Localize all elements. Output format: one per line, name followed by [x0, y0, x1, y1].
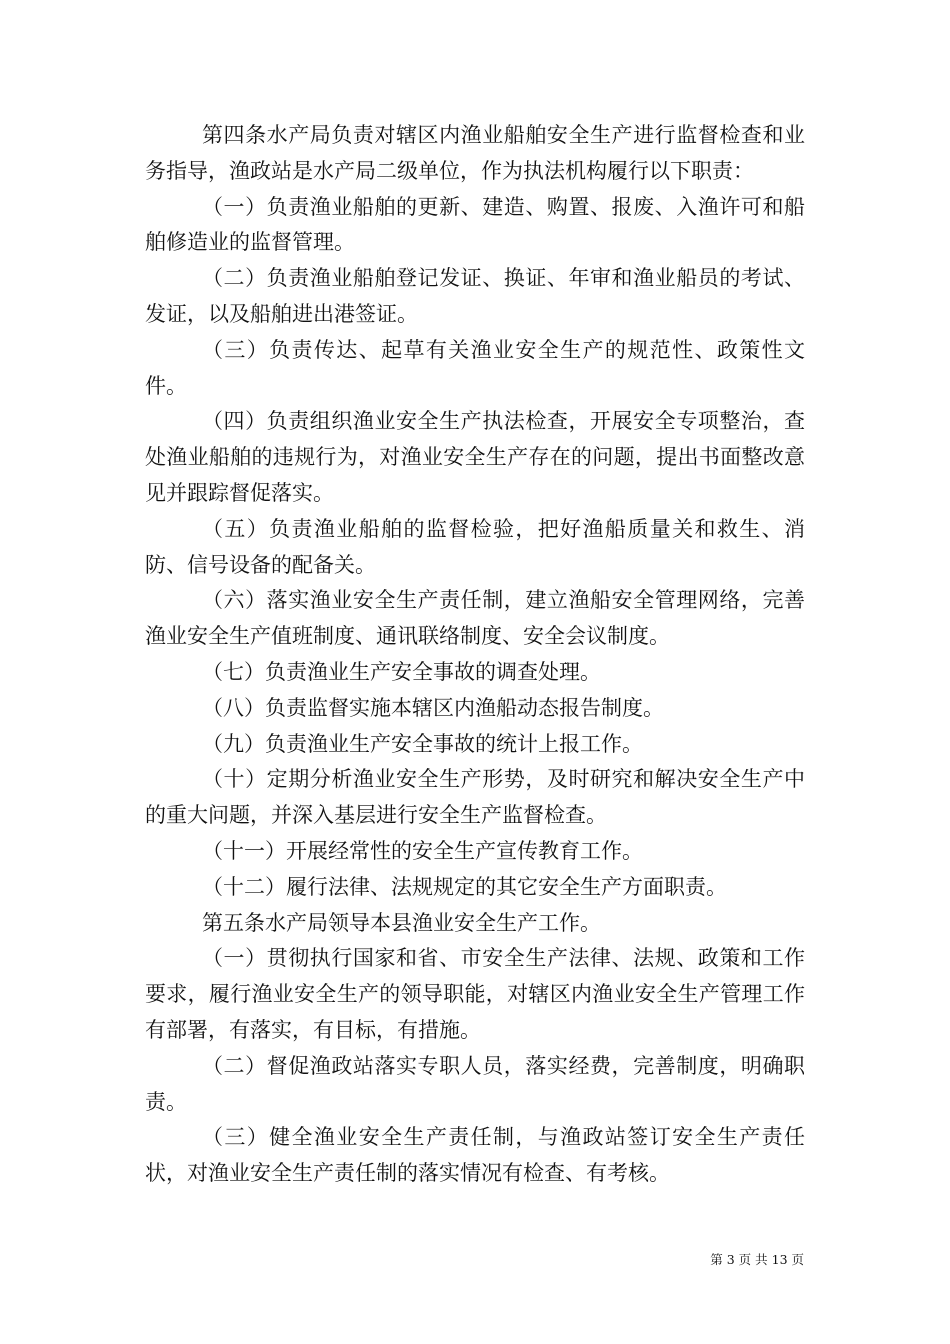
- paragraph-article-5-item-1: （一）贯彻执行国家和省、市安全生产法律、法规、政策和工作要求，履行渔业安全生产的领导职能，对辖区内渔业安全生产管理工作有部署，有落实，有目标，有措施。: [145, 946, 805, 1042]
- paragraph-item-3: （三）负责传达、起草有关渔业安全生产的规范性、政策性文件。: [145, 337, 805, 398]
- paragraph-article-5-item-3: （三）健全渔业安全生产责任制，与渔政站签订安全生产责任状，对渔业安全生产责任制的落实情况有检查、有考核。: [145, 1125, 805, 1186]
- paragraph-item-11: （十一）开展经常性的安全生产宣传教育工作。: [202, 838, 643, 863]
- paragraph-item-9: （九）负责渔业生产安全事故的统计上报工作。: [202, 731, 643, 756]
- paragraph-item-12: （十二）履行法律、法规规定的其它安全生产方面职责。: [202, 874, 727, 899]
- paragraph-article-5-item-2: （二）督促渔政站落实专职人员，落实经费，完善制度，明确职责。: [145, 1053, 805, 1114]
- paragraph-item-4: （四）负责组织渔业安全生产执法检查，开展安全专项整治，查处渔业船舶的违规行为，对渔业安全生产存在的问题，提出书面整改意见并跟踪督促落实。: [145, 409, 805, 505]
- paragraph-item-6: （六）落实渔业安全生产责任制，建立渔船安全管理网络，完善渔业安全生产值班制度、通讯联络制度、安全会议制度。: [145, 588, 805, 649]
- paragraph-article-4: 第四条水产局负责对辖区内渔业船舶安全生产进行监督检查和业务指导，渔政站是水产局二级单位，作为执法机构履行以下职责：: [145, 123, 805, 183]
- paragraph-item-5: （五）负责渔业船舶的监督检验，把好渔船质量关和救生、消防、信号设备的配备关。: [145, 516, 805, 577]
- page-number-footer: 第 3 页 共 13 页: [710, 1252, 804, 1267]
- paragraph-item-7: （七）负责渔业生产安全事故的调查处理。: [202, 659, 601, 684]
- paragraph-item-8: （八）负责监督实施本辖区内渔船动态报告制度。: [202, 695, 664, 720]
- paragraph-item-2: （二）负责渔业船舶登记发证、换证、年审和渔业船员的考试、发证，以及船舶进出港签证。: [145, 266, 805, 326]
- paragraph-item-1: （一）负责渔业船舶的更新、建造、购置、报废、入渔许可和船舶修造业的监督管理。: [145, 194, 805, 255]
- paragraph-article-5: 第五条水产局领导本县渔业安全生产工作。: [202, 910, 601, 935]
- paragraph-item-10: （十）定期分析渔业安全生产形势，及时研究和解决安全生产中的重大问题，并深入基层进行安全生产监督检查。: [145, 767, 805, 828]
- document-body: [145, 118, 805, 1192]
